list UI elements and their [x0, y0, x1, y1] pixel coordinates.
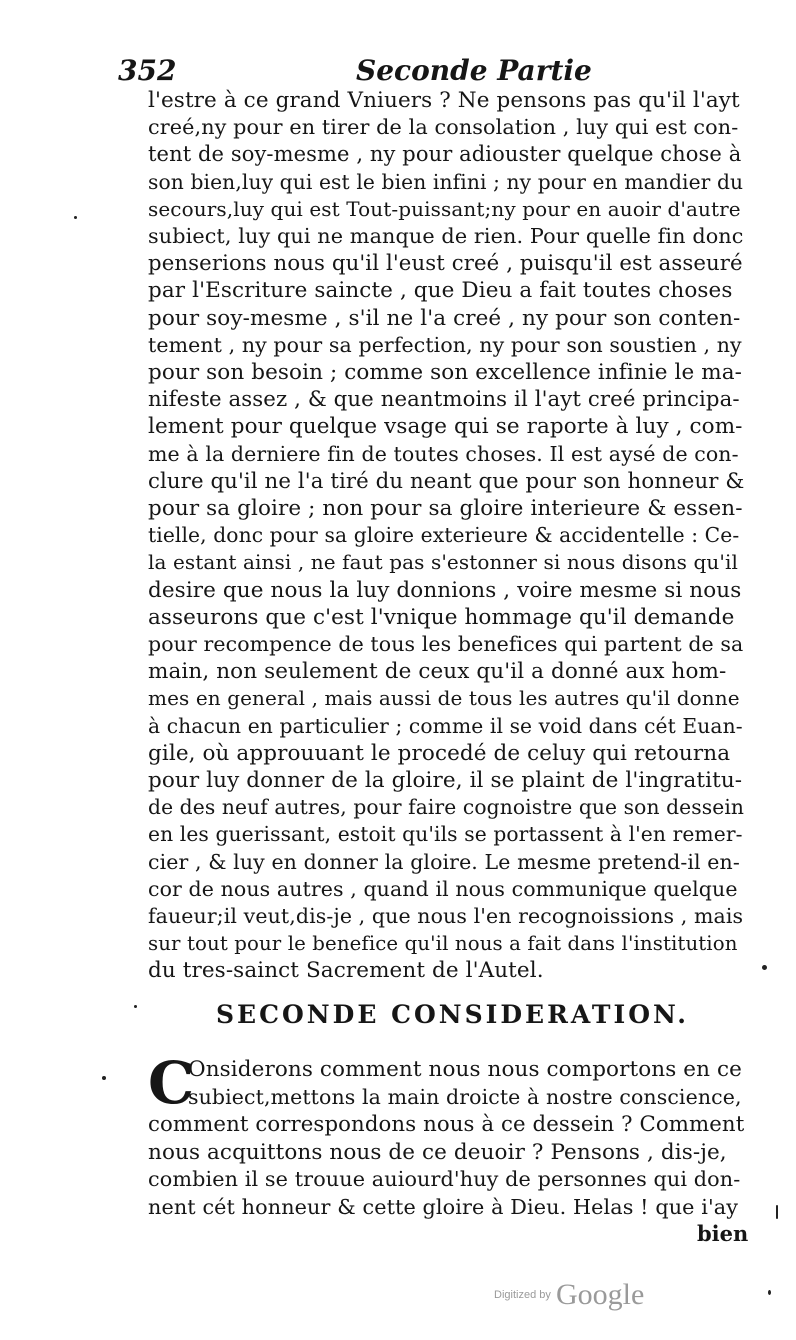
scan-speck: [74, 216, 77, 219]
digitized-watermark: [494, 1278, 644, 1312]
catchword: bien: [697, 1221, 749, 1246]
text-line: penserions nous qu'il l'eust creé , puisqu'il est asseuré: [148, 251, 743, 277]
text-line: tielle, donc pour sa gloire exterieure & accidentelle : Ce-: [148, 523, 740, 548]
section-line: comment correspondons nous à ce dessein ? Comment: [148, 1112, 744, 1137]
text-line: lement pour quelque vsage qui se raporte à luy , com-: [148, 414, 743, 440]
text-line: cor de nous autres , quand il nous communique quelque: [148, 876, 738, 901]
text-line: pour luy donner de la gloire, il se plaint de l'ingratitu-: [148, 768, 743, 793]
text-line: pour recompence de tous les benefices qui partent de sa: [148, 632, 744, 656]
section-line: combien il se trouue auiourd'huy de personnes qui don-: [148, 1167, 741, 1191]
text-line: asseurons que c'est l'vnique hommage qu'il demande: [148, 604, 735, 630]
watermark-brand: Google: [555, 1278, 645, 1311]
text-line: son bien,luy qui est le bien infini ; ny pour en mandier du: [148, 169, 744, 194]
text-line: pour son besoin ; comme son excellence infinie le ma-: [148, 360, 742, 385]
text-line: sur tout pour le benefice qu'il nous a fait dans l'institution: [148, 932, 738, 956]
scan-speck: [762, 965, 767, 970]
text-line: main, non seulement de ceux qu'il a donné aux hom-: [148, 659, 727, 685]
text-line: pour soy-mesme , s'il ne l'a creé , ny pour son conten-: [148, 305, 741, 331]
text-line: à chacun en particulier ; comme il se void dans cét Euan-: [148, 713, 743, 738]
text-line: tement , ny pour sa perfection, ny pour son soustien , ny: [148, 332, 742, 357]
drop-cap: C: [148, 1049, 195, 1117]
text-line: en les guerissant, estoit qu'ils se portassent à l'en remer-: [148, 822, 743, 847]
text-line: de des neuf autres, pour faire cognoistre que son dessein: [148, 795, 744, 820]
text-line: du tres-sainct Sacrement de l'Autel.: [148, 958, 544, 984]
watermark-prefix: Digitized by: [494, 1289, 551, 1301]
text-line: creé,ny pour en tirer de la consolation , luy qui est con-: [148, 115, 739, 140]
page-header: [118, 52, 748, 92]
text-line: cier , & luy en donner la gloire. Le mesme pretend-il en-: [148, 849, 740, 874]
text-line: gile, où approuuant le procedé de celuy qui retourna: [148, 740, 731, 766]
text-line: secours,luy qui est Tout-puissant;ny pour en auoir d'autre: [148, 196, 741, 221]
text-line: clure qu'il ne l'a tiré du neant que pour son honneur &: [148, 468, 744, 494]
scan-speck: [134, 1005, 137, 1008]
page-number: 352: [118, 54, 177, 87]
text-line: faueur;il veut,dis-je , que nous l'en recognoissions , mais: [148, 904, 744, 928]
scan-speck: [768, 1290, 771, 1295]
text-line: par l'Escriture saincte , que Dieu a fait toutes choses: [148, 278, 733, 304]
scan-speck: [776, 1205, 778, 1219]
text-line: subiect, luy qui ne manque de rien. Pour quelle fin donc: [148, 224, 744, 248]
section-line: subiect,mettons la main droicte à nostre conscience,: [188, 1084, 742, 1109]
text-line: desire que nous la luy donnions , voire mesme si nous: [148, 577, 742, 603]
scan-speck: [102, 1076, 106, 1080]
text-line: l'estre à ce grand Vniuers ? Ne pensons pas qu'il l'ayt: [148, 88, 740, 113]
section-line: Onsiderons comment nous nous comportons en ce: [188, 1057, 742, 1082]
text-line: tent de soy-mesme , ny pour adiouster quelque chose à: [148, 142, 742, 167]
section-line: nous acquittons nous de ce deuoir ? Pensons , dis-je,: [148, 1139, 727, 1165]
text-line: me à la derniere fin de toutes choses. Il est aysé de con-: [148, 441, 739, 466]
text-line: la estant ainsi , ne faut pas s'estonner si nous disons qu'il: [148, 550, 738, 575]
text-line: pour sa gloire ; non pour sa gloire interieure & essen-: [148, 496, 743, 521]
section-line: nent cét honneur & cette gloire à Dieu. Helas ! que i'ay: [148, 1194, 739, 1219]
text-line: nifeste assez , & que neantmoins il l'ayt creé principa-: [148, 387, 740, 413]
section-heading: SECONDE CONSIDERATION.: [216, 1000, 689, 1029]
text-line: mes en general , mais aussi de tous les autres qu'il donne: [148, 686, 740, 711]
running-head: Seconde Partie: [356, 54, 592, 87]
